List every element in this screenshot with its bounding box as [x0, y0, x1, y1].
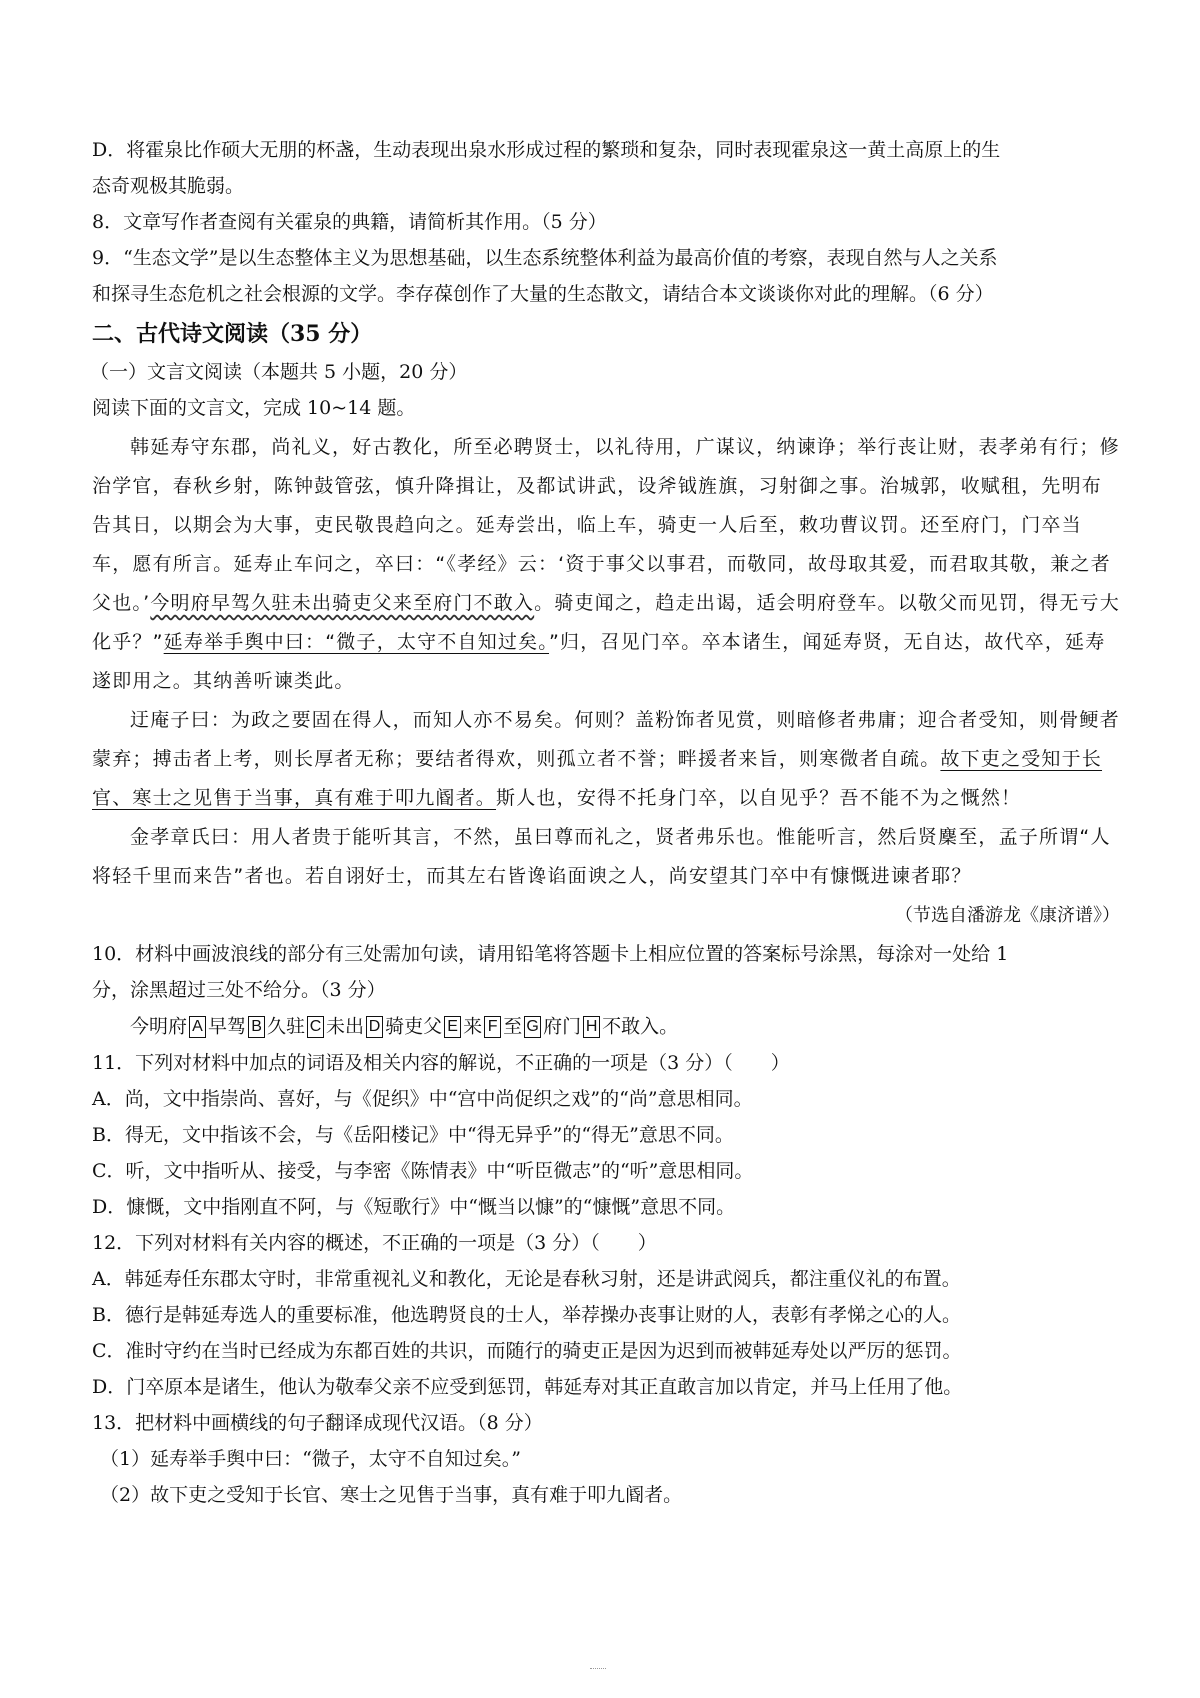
passage-source: （节选自潘游龙《康济谱》） — [895, 905, 1120, 926]
q13-item-2: （2）故下吏之受知于长官、寒士之见售于当事，真有难于叩九阍者。 — [100, 1483, 683, 1506]
passage-p1-text-b: 。骑吏闻之，趋走出谒，适会明府登车。以敬父而见罚，得无亏大化乎？” — [92, 592, 1120, 653]
segment: 不敢入。 — [602, 1015, 679, 1038]
segment: 府门 — [543, 1015, 582, 1038]
underlined-sentence-1: 延寿举手舆中曰：“微子，太守不自知过矣。 — [163, 631, 550, 653]
segment: 来 — [463, 1015, 483, 1038]
question-9-line2: 和探寻生态危机之社会根源的文学。李存葆创作了大量的生态散文，请结合本文谈谈你对此的理解。（6 分） — [92, 283, 994, 305]
segment: 久驻 — [267, 1015, 306, 1038]
answer-box-d[interactable]: D — [366, 1016, 383, 1038]
segment: 至 — [503, 1015, 523, 1038]
question-10-line2: 分，涂黑超过三处不给分。（3 分） — [92, 979, 386, 1001]
q11-option-b: B．得无，文中指该不会，与《岳阳楼记》中“得无异乎”的“得无”意思不同。 — [92, 1123, 734, 1146]
question-9-line1: 9．“生态文学”是以生态整体主义为思想基础，以生态系统整体利益为最高价值的考察，表现自然与人之关系 — [92, 247, 998, 269]
question-12-stem: 12．下列对材料有关内容的概述，不正确的一项是（3 分）（ ） — [92, 1231, 657, 1254]
q12-option-c: C．准时守约在当时已经成为东都百姓的共识，而随行的骑吏正是因为迟到而被韩延寿处以严厉的惩罚。 — [92, 1339, 962, 1362]
passage-paragraph-3: 金孝章氏曰：用人者贵于能听其言，不然，虽曰尊而礼之，贤者弗乐也。惟能听言，然后贤麇至，孟子所谓“人将轻千里而来告”者也。若自诩好士，而其左右皆谗谄面谀之人，尚安望其门卒中有慷慨进谏者耶？ — [92, 826, 1111, 887]
exam-page — [92, 132, 1120, 1513]
passage-p2-text-b: 斯人也，安得不托身门卒，以自见乎？吾不能不为之慨然！ — [496, 787, 1022, 809]
section-2-title: 二、古代诗文阅读（35 分） — [92, 321, 373, 347]
passage-p1-text-c: ”归，召见门卒。卒本诸生，闻延寿贤，无自达，故代卒，延寿遂即用之。其纳善听谏类此。 — [92, 631, 1106, 692]
question-13-stem: 13．把材料中画横线的句子翻译成现代汉语。（8 分） — [92, 1411, 543, 1434]
question-8: 8．文章写作者查阅有关霍泉的典籍，请简析其作用。（5 分） — [92, 211, 607, 233]
answer-box-e[interactable]: E — [444, 1016, 461, 1038]
q11-option-a: A．尚，文中指崇尚、喜好，与《促织》中“宫中尚促织之戏”的“尚”意思相同。 — [92, 1087, 753, 1110]
q7-option-d-line2: 态奇观极其脆弱。 — [92, 175, 245, 197]
segment: 早驾 — [208, 1015, 247, 1038]
q12-option-d: D．门卒原本是诸生，他认为敬奉父亲不应受到惩罚，韩延寿对其正直敢言加以肯定，并马上任用了他。 — [92, 1375, 963, 1398]
answer-box-b[interactable]: B — [248, 1016, 265, 1038]
subsection-1-title: （一）文言文阅读（本题共 5 小题，20 分） — [90, 361, 468, 383]
footer-mark — [590, 1668, 606, 1671]
answer-box-g[interactable]: G — [524, 1016, 541, 1038]
passage-paragraph-1 — [92, 428, 1120, 701]
question-10-line1: 10．材料中画波浪线的部分有三处需加句读，请用铅笔将答题卡上相应位置的答案标号涂黑，每涂对一处给 1 — [92, 943, 1009, 965]
question-11-stem: 11．下列对材料中加点的词语及相关内容的解说，不正确的一项是（3 分）（ ） — [92, 1051, 790, 1074]
underlined-sentence-2: 故下吏之受知于长官、寒士之见售于当事，真有难于叩九阍者。 — [92, 748, 1103, 809]
passage-p2-text-a: 迂庵子曰：为政之要固在得人，而知人亦不易矣。何则？盖粉饰者见赏，则暗修者弗庸；迎合者受知，则骨鲠者蒙弃；搏击者上考，则长厚者无称；要结者得欢，则孤立者不誉；畔援者来旨，则寒微者自疏。 — [92, 709, 1120, 770]
wavy-underlined-sentence: 今明府早驾久驻未出骑吏父来至府门不敢入 — [150, 592, 535, 614]
answer-box-f[interactable]: F — [484, 1016, 501, 1038]
q7-option-d-line1: D．将霍泉比作硕大无朋的杯盏，生动表现出泉水形成过程的繁琐和复杂，同时表现霍泉这一黄土高原上的生 — [92, 139, 1001, 161]
answer-box-a[interactable]: A — [189, 1016, 206, 1038]
answer-box-c[interactable]: C — [307, 1016, 324, 1038]
segment: 未出 — [326, 1015, 365, 1038]
segment: 今明府 — [130, 1015, 188, 1038]
passage-p1-text-a: 韩延寿守东郡，尚礼义，好古教化，所至必聘贤士，以礼待用，广谋议，纳谏诤；举行丧让财，表孝弟有行；修治学官，春秋乡射，陈钟鼓管弦，慎升降揖让，及都试讲武，设斧钺旌旗，习射御之事。治城郭，收赋租，先明布告其日，以期会为大事，吏民敬畏趋向之。延寿尝出，临上车，骑吏一人后至，敕功曹议罚。还至府门，门卒当车，愿有所言。延寿止车问之，卒曰：“《孝经》云：‘资于事父以事君，而敬同，故母取其爱，而君取其敬，兼之者父也。’ — [92, 436, 1120, 614]
passage-paragraph-2 — [92, 701, 1120, 818]
segment: 骑吏父 — [385, 1015, 443, 1038]
answer-box-h[interactable]: H — [583, 1016, 600, 1038]
passage-instruction: 阅读下面的文言文，完成 10~14 题。 — [92, 397, 416, 419]
q12-option-a: A．韩延寿任东郡太守时，非常重视礼义和教化，无论是春秋习射，还是讲武阅兵，都注重仪礼的布置。 — [92, 1267, 961, 1290]
q13-item-1: （1）延寿举手舆中曰：“微子，太守不自知过矣。” — [100, 1447, 522, 1470]
q11-option-c: C．听，文中指听从、接受，与李密《陈情表》中“听臣微志”的“听”意思相同。 — [92, 1159, 754, 1182]
q12-option-b: B．德行是韩延寿选人的重要标准，他选聘贤良的士人，举荐操办丧事让财的人，表彰有孝悌之心的人。 — [92, 1303, 961, 1326]
punctuation-mark-row — [130, 1008, 1120, 1045]
q11-option-d: D．慷慨，文中指刚直不阿，与《短歌行》中“慨当以慷”的“慷慨”意思不同。 — [92, 1195, 736, 1218]
